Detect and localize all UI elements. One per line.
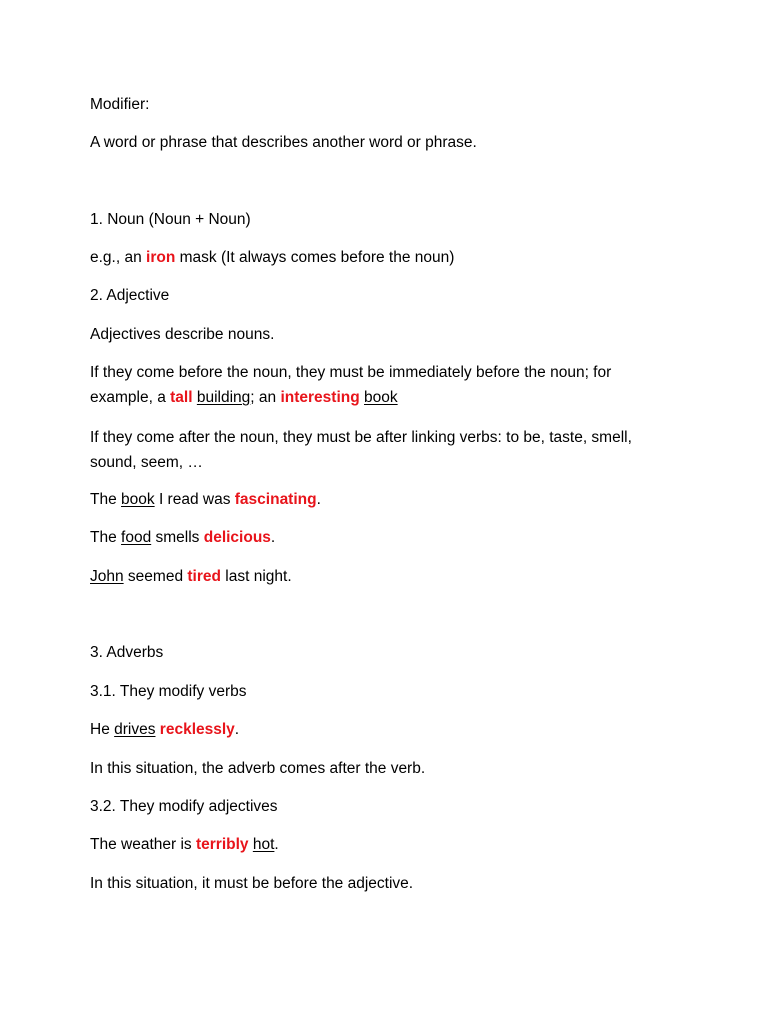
adjective-before-mid: ; an xyxy=(250,389,281,406)
example-pre: The xyxy=(90,491,122,508)
highlighted-modifier: interesting xyxy=(280,389,360,406)
adverbs-heading: 3. Adverbs xyxy=(90,644,164,661)
example-weather xyxy=(90,832,690,857)
noun-heading: 1. Noun (Noun + Noun) xyxy=(90,211,251,228)
example-post: . xyxy=(234,721,240,738)
adjectives-subheading: 3.2. They modify adjectives xyxy=(90,798,278,815)
example-pre: The xyxy=(90,529,122,546)
example-john xyxy=(90,564,690,589)
example-mid: smells xyxy=(151,529,204,546)
example-book xyxy=(90,487,690,512)
definition-text: A word or phrase that describes another word or phrase. xyxy=(90,134,477,151)
underlined-noun: food xyxy=(121,529,152,546)
example-pre: The weather is xyxy=(90,836,196,853)
example-post: last night. xyxy=(220,568,292,585)
highlighted-modifier: fascinating xyxy=(234,491,317,508)
adjective-after-rule: If they come after the noun, they must be after linking verbs: to be, taste, smell, sound, seem, … xyxy=(90,429,632,471)
noun-example-post: mask (It always comes before the noun) xyxy=(175,249,455,266)
highlighted-modifier: tired xyxy=(187,568,221,585)
example-drives xyxy=(90,717,690,742)
adjective-before-text: If they come before the noun, they must be immediately before the noun; for example, a xyxy=(90,364,612,406)
highlighted-modifier: recklessly xyxy=(159,721,235,738)
document-title: Modifier: xyxy=(90,96,150,113)
adjective-heading: 2. Adjective xyxy=(90,287,170,304)
example-post: . xyxy=(274,836,279,853)
adjectives-note: In this situation, it must be before the adjective. xyxy=(90,875,414,892)
highlighted-modifier: terribly xyxy=(195,836,249,853)
noun-example xyxy=(90,245,690,270)
highlighted-modifier: iron xyxy=(146,249,176,266)
example-post: . xyxy=(316,491,321,508)
verbs-subheading: 3.1. They modify verbs xyxy=(90,683,247,700)
underlined-noun: building xyxy=(196,389,251,406)
highlighted-modifier: tall xyxy=(170,389,193,406)
underlined-verb: drives xyxy=(114,721,156,738)
example-pre: He xyxy=(90,721,115,738)
example-mid: I read was xyxy=(154,491,235,508)
example-food xyxy=(90,525,690,550)
underlined-noun: John xyxy=(90,568,124,585)
adjective-intro: Adjectives describe nouns. xyxy=(90,326,275,343)
underlined-noun: book xyxy=(121,491,155,508)
verbs-note: In this situation, the adverb comes after the verb. xyxy=(90,760,426,777)
underlined-noun: book xyxy=(364,389,398,406)
noun-example-pre: e.g., an xyxy=(90,249,147,266)
adjective-before-rule xyxy=(90,360,670,410)
example-post: . xyxy=(270,529,276,546)
underlined-adjective: hot xyxy=(252,836,275,853)
highlighted-modifier: delicious xyxy=(203,529,271,546)
example-mid: seemed xyxy=(123,568,188,585)
